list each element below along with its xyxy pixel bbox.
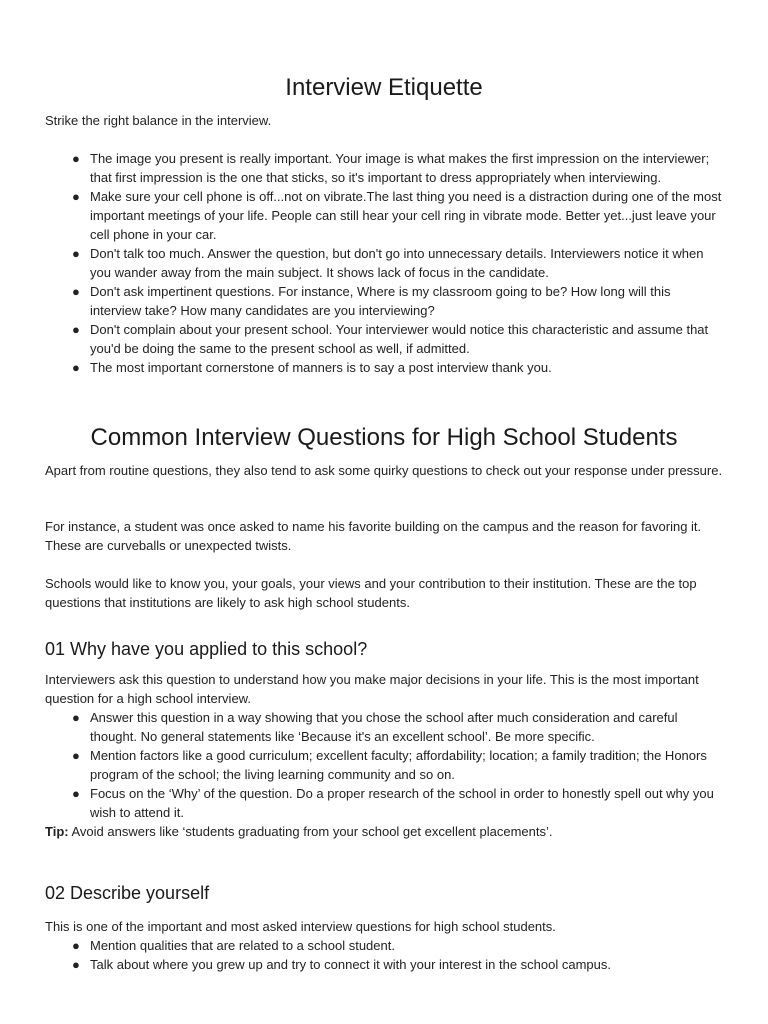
bullet-icon: ● (72, 938, 80, 953)
bullet-icon: ● (72, 322, 80, 337)
q2-intro: This is one of the important and most asked interview questions for high school students. (45, 919, 556, 934)
tip-text (45, 822, 735, 841)
list-item (45, 955, 725, 974)
paragraph: Schools would like to know you, your goals, your views and your contribution to their institution. These are the top questions that institutions are likely to ask high school students. (45, 576, 697, 610)
bullet-icon: ● (72, 189, 80, 204)
list-item (45, 784, 725, 822)
list-item-text: The most important cornerstone of manners is to say a post interview thank you. (90, 360, 552, 375)
q1-list (45, 708, 725, 822)
bullet-icon: ● (72, 284, 80, 299)
list-item-text: Answer this question in a way showing that you chose the school after much consideration and careful thought. No general statements like ‘Because it's an excellent school’. Be more specific. (90, 710, 678, 744)
bullet-icon: ● (72, 710, 80, 725)
list-item-text: Make sure your cell phone is off...not on vibrate.The last thing you need is a distraction during one of the most important meetings of your life. People can still hear your cell ring in vibrate mode. Better yet...just leave your cell phone in your car. (90, 189, 722, 242)
list-item (45, 320, 725, 358)
list-item (45, 187, 725, 244)
heading-common-questions: Common Interview Questions for High School Students (90, 424, 678, 451)
tip-body: Avoid answers like ‘students graduating from your school get excellent placements’. (68, 824, 553, 839)
list-item (45, 708, 725, 746)
list-item-text: Don't ask impertinent questions. For instance, Where is my classroom going to be? How long will this interview take? How many candidates are you interviewing? (90, 284, 671, 318)
list-item-text: Talk about where you grew up and try to connect it with your interest in the school campus. (90, 957, 611, 972)
intro-text: Strike the right balance in the interview. (45, 113, 272, 128)
bullet-icon: ● (72, 151, 80, 166)
list-item (45, 936, 725, 955)
list-item (45, 149, 725, 187)
q1-intro: Interviewers ask this question to understand how you make major decisions in your life. This is the most important question for a high school interview. (45, 672, 699, 706)
list-item (45, 282, 725, 320)
list-item (45, 244, 725, 282)
heading-interview-etiquette: Interview Etiquette (285, 74, 483, 101)
heading-q1: 01 Why have you applied to this school? (45, 639, 368, 659)
paragraph: For instance, a student was once asked to name his favorite building on the campus and the reason for favoring it. These are curveballs or unexpected twists. (45, 519, 702, 553)
bullet-icon: ● (72, 246, 80, 261)
list-item (45, 746, 725, 784)
bullet-icon: ● (72, 360, 80, 375)
paragraph: Apart from routine questions, they also tend to ask some quirky questions to check out your response under pressure. (45, 463, 723, 478)
q2-list (45, 936, 725, 974)
bullet-icon: ● (72, 748, 80, 763)
etiquette-list (45, 149, 725, 377)
list-item (45, 358, 725, 377)
list-item-text: Don't talk too much. Answer the question, but don't go into unnecessary details. Interviewers notice it when you wander away from the main subject. It shows lack of focus in the candidate. (90, 246, 704, 280)
list-item-text: Focus on the ‘Why’ of the question. Do a proper research of the school in order to honestly spell out why you wish to attend it. (90, 786, 714, 820)
bullet-icon: ● (72, 786, 80, 801)
list-item-text: The image you present is really important. Your image is what makes the first impression on the interviewer; that first impression is the one that sticks, so it's important to dress appropriately when interviewing. (90, 151, 710, 185)
list-item-text: Mention qualities that are related to a school student. (90, 938, 395, 953)
heading-q2: 02 Describe yourself (45, 883, 210, 903)
list-item-text: Don't complain about your present school. Your interviewer would notice this characteristic and assume that you'd be doing the same to the present school as well, if admitted. (90, 322, 709, 356)
tip-label: Tip: (45, 824, 69, 839)
bullet-icon: ● (72, 957, 80, 972)
list-item-text: Mention factors like a good curriculum; excellent faculty; affordability; location; a family tradition; the Honors program of the school; the living learning community and so on. (90, 748, 707, 782)
